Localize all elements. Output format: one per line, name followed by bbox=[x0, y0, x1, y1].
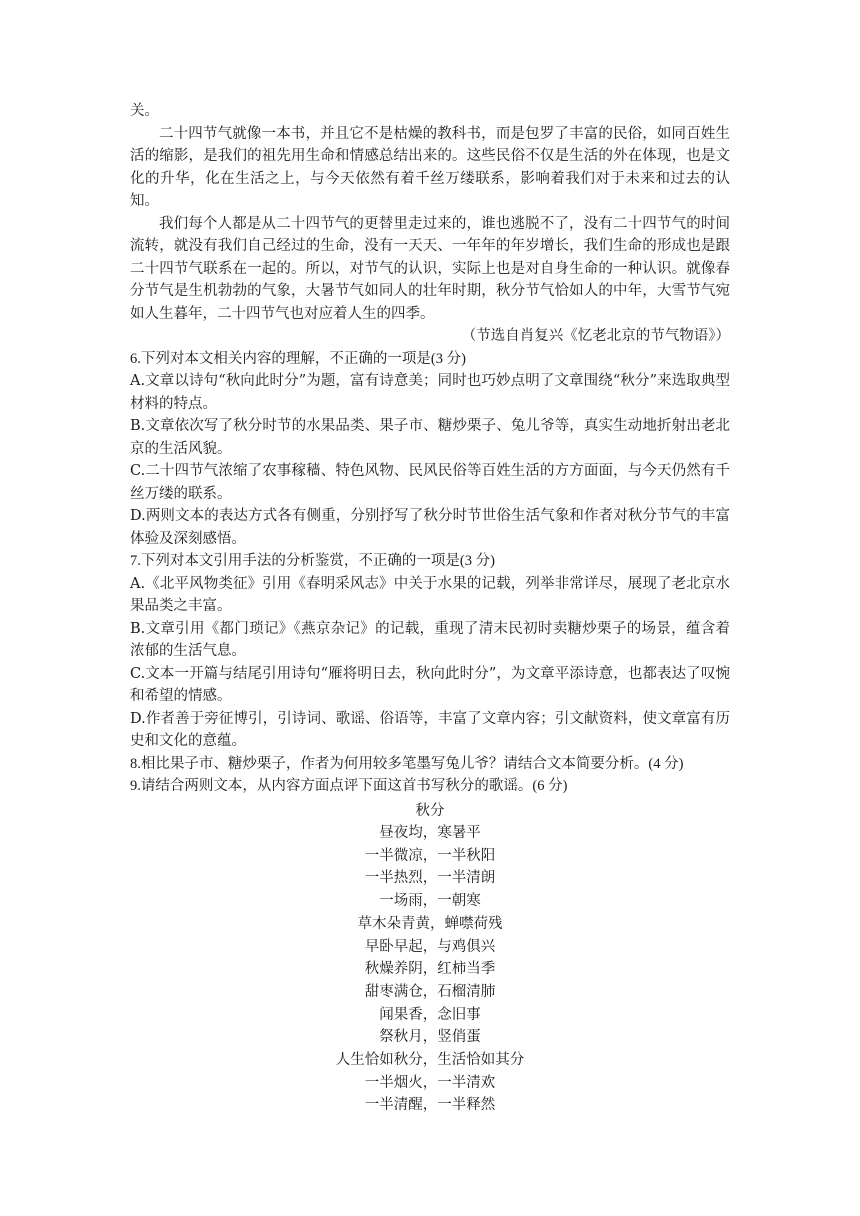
poem-line: 一半烟火，一半清欢 bbox=[364, 1074, 496, 1091]
poem-line: 秋燥养阴，红柿当季 bbox=[364, 961, 496, 978]
poem-line: 一半微凉，一半秋阳 bbox=[364, 847, 496, 864]
poem-line: 草木朵青黄，蝉噤荷残 bbox=[357, 915, 503, 932]
poem-line: 闻果香，念旧事 bbox=[379, 1006, 481, 1023]
question-6-option-b: B.文章依次写了秋分时节的水果品类、果子市、糖炒栗子、兔儿爷等，真实生动地折射出老北京的生活风貌。 bbox=[130, 418, 730, 457]
poem bbox=[130, 800, 730, 1118]
poem-line: 甜枣满仓，石榴清肺 bbox=[364, 983, 496, 1000]
poem-line: 人生恰如秋分，生活恰如其分 bbox=[335, 1052, 525, 1069]
question-8-stem: 8.相比果子市、糖炒栗子，作者为何用较多笔墨写兔儿爷？请结合文本简要分析。(4 分) bbox=[130, 755, 684, 772]
question-6-option-d: D.两则文本的表达方式各有侧重，分别抒写了秋分时节世俗生活气象和作者对秋分节气的丰富体验及深刻感悟。 bbox=[130, 508, 730, 547]
passage-paragraph: 我们每个人都是从二十四节气的更替里走过来的，谁也逃脱不了，没有二十四节气的时间流转，就没有我们自己经过的生命，没有一天天、一年年的年岁增长，我们生命的形成也是跟二十四节气联系在一起的。所以，对节气的认识，实际上也是对自身生命的一种认识。就像春分节气是生机勃勃的气象，大暑节气如同人的壮年时期，秋分节气恰如人的中年，大雪节气宛如人生暮年，二十四节气也对应着人生的四季。 bbox=[130, 215, 730, 322]
poem-line: 昼夜均，寒暑平 bbox=[379, 825, 481, 841]
poem-line: 一半清醒，一半释然 bbox=[364, 1097, 496, 1114]
exam-page bbox=[130, 100, 730, 1117]
question-9-stem: 9.请结合两则文本，从内容方面点评下面这首书写秋分的歌谣。(6 分) bbox=[130, 778, 568, 794]
question-6-option-c: C.二十四节气浓缩了农事稼穑、特色风物、民风民俗等百姓生活的方方面面，与今天仍然有千丝万缕的联系。 bbox=[130, 463, 730, 502]
poem-title: 秋分 bbox=[415, 802, 445, 819]
poem-line: 祭秋月，竖俏蛋 bbox=[379, 1029, 481, 1046]
poem-line: 一场雨，一朝寒 bbox=[379, 893, 481, 910]
passage-lead: 关。 bbox=[130, 103, 159, 119]
question-7-option-d: D.作者善于旁征博引，引诗词、歌谣、俗语等，丰富了文章内容；引文献资料，使文章富有历史和文化的意蕴。 bbox=[130, 710, 730, 749]
passage-paragraph: 二十四节气就像一本书，并且它不是枯燥的教科书，而是包罗了丰富的民俗，如同百姓生活的缩影，是我们的祖先用生命和情感总结出来的。这些民俗不仅是生活的外在体现，也是文化的升华，化在生活之上，与今天依然有着千丝万缕联系，影响着我们对于未来和过去的认知。 bbox=[130, 125, 730, 209]
question-7-option-c: C.文本一开篇与结尾引用诗句“雁将明日去，秋向此时分”，为文章平添诗意，也都表达了叹惋和希望的情感。 bbox=[130, 665, 730, 704]
question-6-option-a: A.文章以诗句“秋向此时分”为题，富有诗意美；同时也巧妙点明了文章围绕“秋分”来选取典型材料的特点。 bbox=[130, 373, 730, 412]
passage-source: （节选自肖复兴《忆老北京的节气物语》） bbox=[461, 328, 730, 344]
question-7-option-b: B.文章引用《都门琐记》《燕京杂记》的记载，重现了清末民初时卖糖炒栗子的场景，蕴含着浓郁的生活气息。 bbox=[130, 620, 730, 659]
question-6-stem: 6.下列对本文相关内容的理解，不正确的一项是(3 分) bbox=[130, 350, 466, 367]
poem-line: 早卧早起，与鸡俱兴 bbox=[364, 938, 496, 955]
question-7-option-a: A.《北平风物类征》引用《春明采风志》中关于水果的记载，列举非常详尽，展现了老北京水果品类之丰富。 bbox=[130, 575, 730, 614]
question-7-stem: 7.下列对本文引用手法的分析鉴赏，不正确的一项是(3 分) bbox=[130, 553, 495, 569]
poem-line: 一半热烈，一半清朗 bbox=[364, 870, 496, 887]
